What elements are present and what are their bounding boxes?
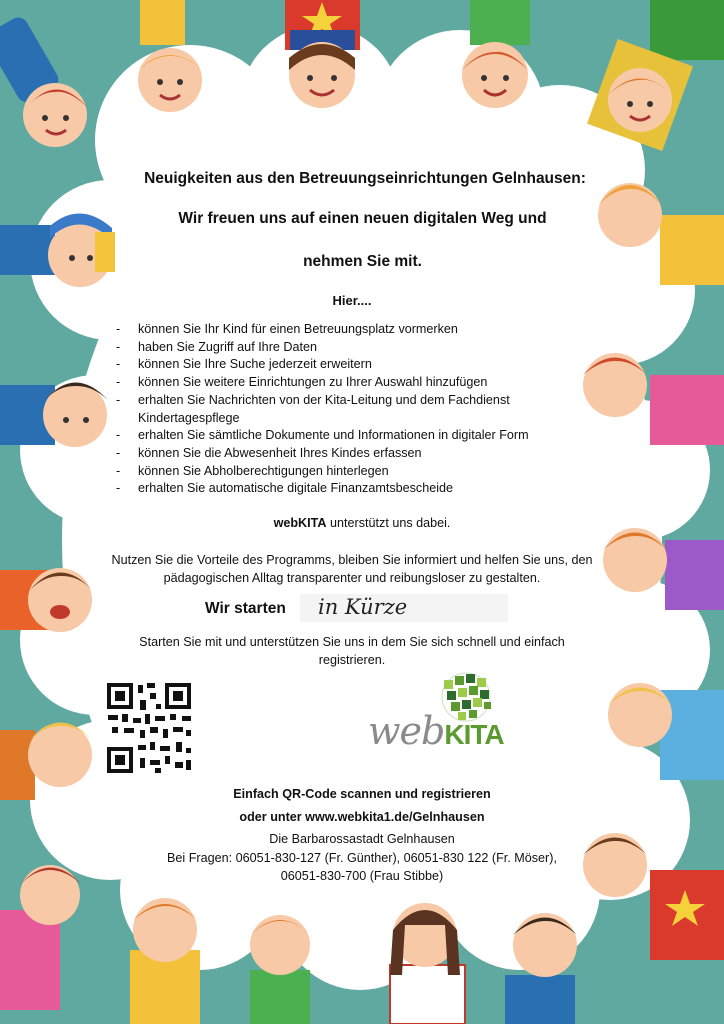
support-brand: webKITA [273,516,327,530]
qr-code [107,683,191,773]
child-illustration-top-center-right [462,0,530,108]
start-label: Wir starten [205,600,286,617]
feature-item: - können Sie weitere Einrichtungen zu Ihrer Auswahl hinzufügen [116,374,556,392]
feature-item: - können Sie Abholberechtigungen hinterlegen [116,463,556,481]
feature-item: - erhalten Sie Nachrichten von der Kita-Leitung und dem Fachdienst Kindertagespflege [116,392,556,427]
benefits-line-1: Nutzen Sie die Vorteile des Programms, bleiben Sie informiert und helfen Sie uns, den [111,553,593,567]
child-illustration-top-center [285,0,360,108]
logo-kita-text: KITA [444,719,504,750]
register-line-1: Starten Sie mit und unterstützen Sie uns in dem Sie sich schnell und einfach [139,635,565,649]
headline-line-3: nehmen Sie mit. [303,253,422,270]
feature-item: - können Sie Ihr Kind für einen Betreuungsplatz vormerken [116,321,556,339]
intro-text: Hier.... [332,293,372,308]
feature-list [116,321,556,498]
logo-web-text: web [368,709,445,753]
benefits-line-2: pädagogischen Alltag transparenter und reibungsloser zu gestalten. [163,571,541,585]
footer-organization: Die Barbarossastadt Gelnhausen [269,832,455,846]
support-text: unterstützt uns dabei. [326,516,451,530]
child-illustration-left-lower [0,568,92,632]
register-line-2: registrieren. [318,653,386,667]
child-illustration-top-right [587,0,724,151]
child-illustration-bottom-left [0,865,82,1010]
qr-instruction-line-1: Einfach QR-Code scannen und registrieren [233,787,491,801]
start-date-handwritten: in Kürze [318,595,408,619]
feature-item: - erhalten Sie automatische digitale Finanzamtsbescheide [116,480,556,498]
feature-item: - können Sie Ihre Suche jederzeit erweitern [116,356,556,374]
footer-contact-line-1: Bei Fragen: 06051-830-127 (Fr. Günther), 06051-830 122 (Fr. Möser), [167,851,557,865]
feature-item: - erhalten Sie sämtliche Dokumente und Informationen in digitaler Form [116,427,556,445]
qr-instruction-line-2: oder unter www.webkita1.de/Gelnhausen [239,810,485,824]
webkita-logo-wordmark [368,709,558,754]
footer-contact-line-2: 06051-830-700 (Frau Stibbe) [280,869,444,883]
child-illustration-top-left [0,14,88,147]
headline-line-2: Wir freuen uns auf einen neuen digitalen Weg und [178,210,547,227]
support-line [150,516,574,530]
feature-item: - können Sie die Abwesenheit Ihres Kindes erfassen [116,445,556,463]
headline-line-1: Neuigkeiten aus den Betreuungseinrichtungen Gelnhausen: [144,170,586,187]
child-illustration-bottom-center [390,903,465,1024]
child-illustration-left-middle [0,383,108,448]
feature-item: - haben Sie Zugriff auf Ihre Daten [116,339,556,357]
